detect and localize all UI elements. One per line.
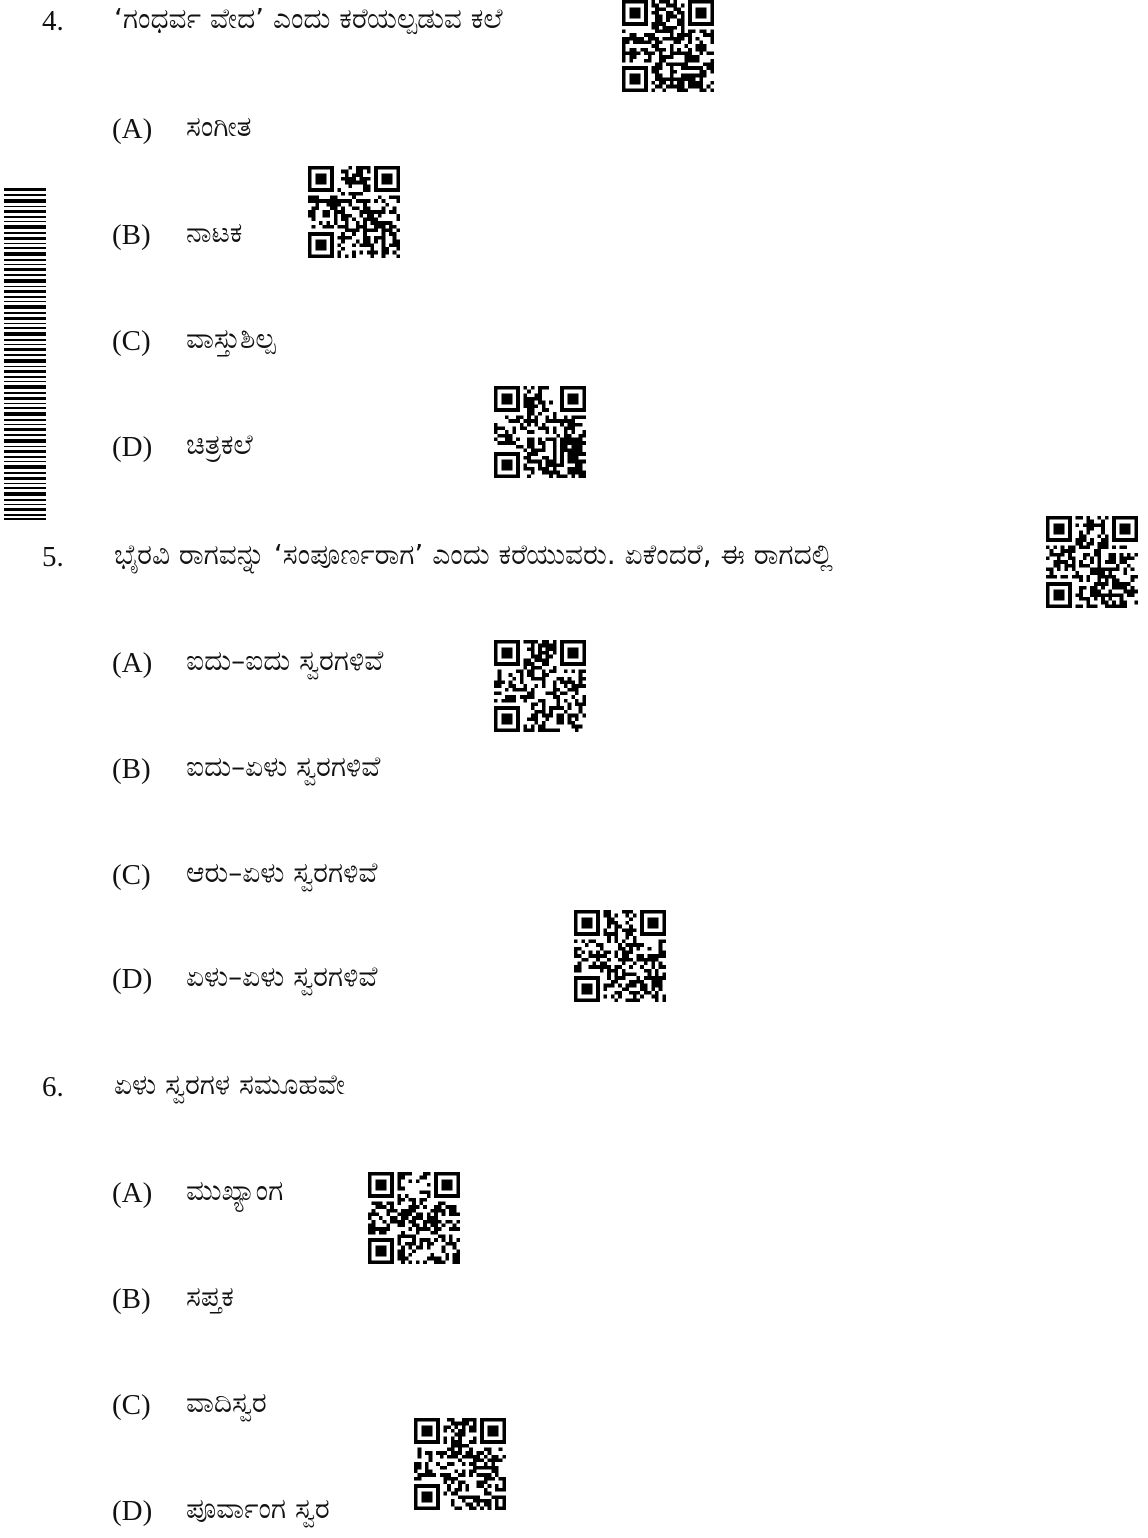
option-label: (A)	[112, 647, 153, 679]
option-text: ಪೂರ್ವಾಂಗ ಸ್ವರ	[186, 1492, 330, 1525]
option-label: (A)	[112, 113, 153, 145]
question-text: ‘ಗಂಧರ್ವ ವೇದ’ ಎಂದು ಕರೆಯಲ್ಪಡುವ ಕಲೆ	[114, 2, 503, 35]
option-label: (D)	[112, 431, 153, 463]
qr-code-icon	[622, 0, 714, 92]
option-text: ವಾದಿಸ್ವರ	[186, 1386, 267, 1419]
question-text: ಭೈರವಿ ರಾಗವನ್ನು ‘ಸಂಪೂರ್ಣರಾಗ’ ಎಂದು ಕರೆಯುವರು. ಏಕೆಂದರೆ, ಈ ರಾಗದಲ್ಲಿ	[114, 538, 833, 571]
option-label: (D)	[112, 1495, 153, 1527]
option-text: ಮುಖ್ಯಾಂಗ	[186, 1174, 284, 1207]
option-label: (B)	[112, 1283, 151, 1315]
option-text: ಸಂಗೀತ	[186, 110, 252, 143]
option-label: (B)	[112, 219, 151, 251]
option-text: ಏಳು–ಏಳು ಸ್ವರಗಳಿವೆ	[186, 960, 378, 993]
qr-code-icon	[1046, 516, 1138, 608]
qr-code-icon	[414, 1418, 506, 1510]
option-text: ಸಪ್ತಕ	[186, 1280, 234, 1313]
option-label: (C)	[112, 1389, 151, 1421]
option-label: (D)	[112, 963, 153, 995]
question-number: 5.	[42, 541, 64, 573]
option-label: (C)	[112, 859, 151, 891]
qr-code-icon	[494, 386, 586, 478]
option-label: (C)	[112, 325, 151, 357]
qr-code-icon	[368, 1172, 460, 1264]
option-text: ನಾಟಕ	[186, 216, 243, 249]
qr-code-icon	[308, 166, 400, 258]
qr-code-icon	[494, 640, 586, 732]
option-label: (B)	[112, 753, 151, 785]
option-text: ವಾಸ್ತುಶಿಲ್ಪ	[186, 322, 276, 355]
question-number: 6.	[42, 1071, 64, 1103]
option-text: ಆರು–ಏಳು ಸ್ವರಗಳಿವೆ	[186, 856, 378, 889]
option-label: (A)	[112, 1177, 153, 1209]
barcode-icon	[4, 188, 46, 520]
qr-code-icon	[574, 910, 666, 1002]
question-number: 4.	[42, 5, 64, 37]
option-text: ಐದು–ಏಳು ಸ್ವರಗಳಿವೆ	[186, 750, 381, 783]
option-text: ಚಿತ್ರಕಲೆ	[186, 428, 253, 461]
option-text: ಐದು–ಐದು ಸ್ವರಗಳಿವೆ	[186, 644, 384, 677]
question-text: ಏಳು ಸ್ವರಗಳ ಸಮೂಹವೇ	[114, 1068, 345, 1101]
